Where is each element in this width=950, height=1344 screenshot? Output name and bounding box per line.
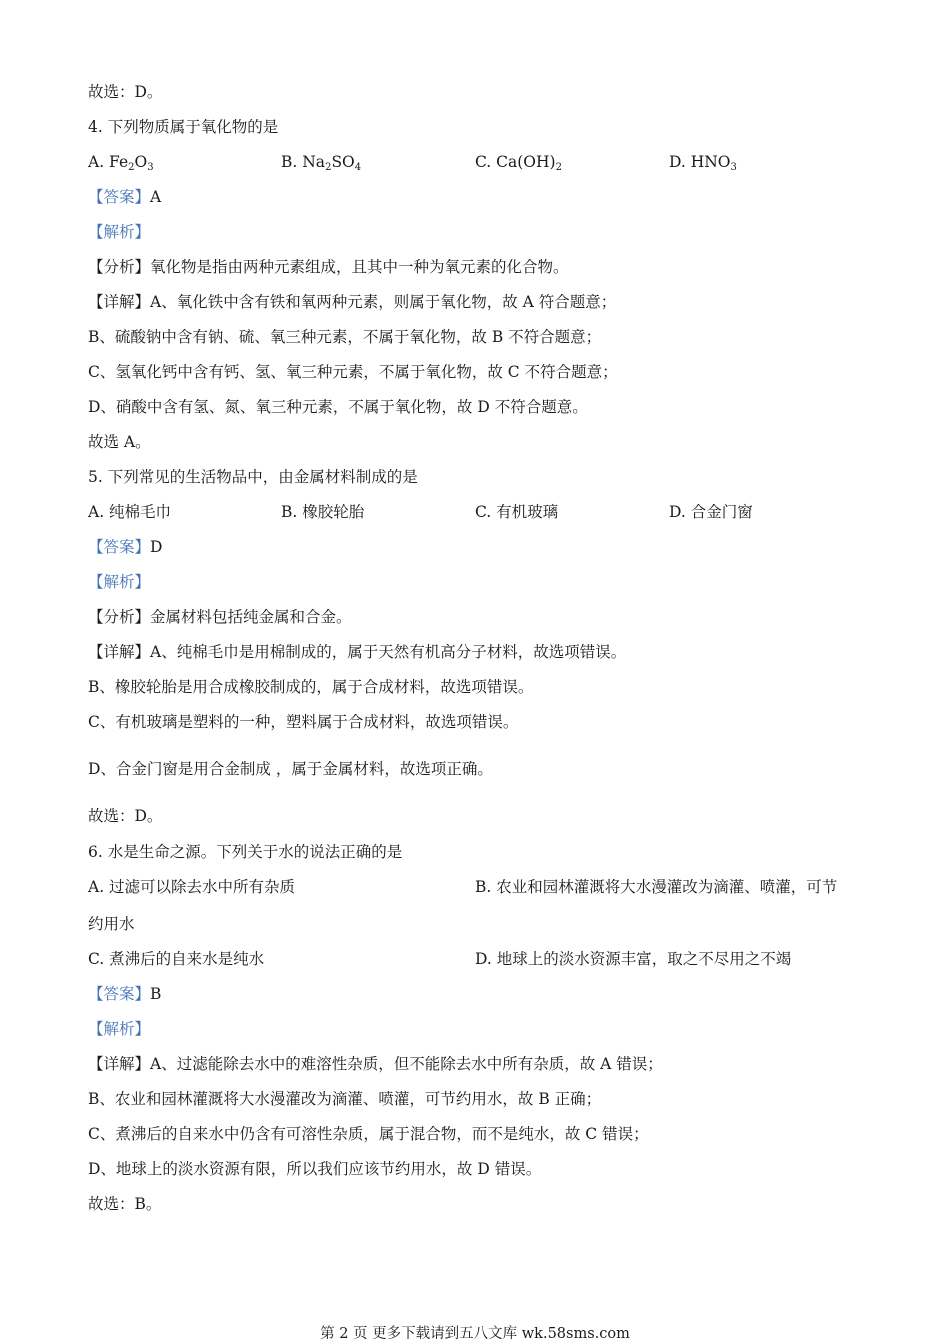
q6-option-a: A. 过滤可以除去水中所有杂质 [88, 878, 296, 896]
q6-stem: 6. 水是生命之源。下列关于水的说法正确的是 [88, 843, 403, 861]
q5-stem: 5. 下列常见的生活物品中，由金属材料制成的是 [88, 468, 418, 486]
q6-detail-d: D、地球上的淡水资源有限，所以我们应该节约用水，故 D 错误。 [88, 1160, 542, 1178]
q5-conclusion: 故选：D。 [88, 807, 163, 825]
q5-option-d: D. 合金门窗 [669, 503, 753, 521]
answer-tag: 【答案】 [88, 985, 151, 1003]
q6-option-d: D. 地球上的淡水资源丰富，取之不尽用之不竭 [475, 950, 792, 968]
q4-analysis-tag: 【解析】 [88, 223, 151, 241]
q5-detail-c: C、有机玻璃是塑料的一种，塑料属于合成材料，故选项错误。 [88, 713, 519, 731]
q5-detail-b: B、橡胶轮胎是用合成橡胶制成的，属于合成材料，故选项错误。 [88, 678, 534, 696]
q4-detail-a: 【详解】A、氧化铁中含有铁和氧两种元素，则属于氧化物，故 A 符合题意； [88, 293, 617, 311]
q5-analysis-tag: 【解析】 [88, 573, 151, 591]
q4-answer: 【答案】A [88, 188, 162, 206]
q6-detail-c: C、煮沸后的自来水中仍含有可溶性杂质，属于混合物，而不是纯水，故 C 错误； [88, 1125, 649, 1143]
q4-option-a: A. $Fe_2O_3$ [88, 153, 154, 173]
page-footer: 第 2 页 更多下载请到五八文库 wk.58sms.com [320, 1326, 630, 1342]
q6-option-c: C. 煮沸后的自来水是纯水 [88, 950, 265, 968]
q6-option-b-cont: 约用水 [88, 915, 135, 933]
q5-option-c: C. 有机玻璃 [475, 503, 559, 521]
q6-option-b: B. 农业和园林灌溉将大水漫灌改为滴灌、喷灌，可节 [475, 878, 838, 896]
q5-detail-d: D、合金门窗是用合金制成 ，属于金属材料，故选项正确。 [88, 760, 493, 778]
q6-detail-a: 【详解】A、过滤能除去水中的难溶性杂质，但不能除去水中所有杂质，故 A 错误； [88, 1055, 663, 1073]
answer-tag: 【答案】 [88, 188, 151, 206]
prev-answer: 故选：D。 [88, 83, 163, 101]
q4-detail-c: C、氢氧化钙中含有钙、氢、氧三种元素，不属于氧化物，故 C 不符合题意； [88, 363, 618, 381]
q6-answer: 【答案】B [88, 985, 162, 1003]
q6-conclusion: 故选：B。 [88, 1195, 162, 1213]
q4-option-d: D. $HNO_3$ [669, 153, 737, 173]
q5-fenxi: 【分析】金属材料包括纯金属和合金。 [88, 608, 352, 626]
q4-option-b: B. $Na_2SO_4$ [281, 153, 362, 173]
q5-option-b: B. 橡胶轮胎 [281, 503, 365, 521]
q5-option-a: A. 纯棉毛巾 [88, 503, 172, 521]
q5-detail-a: 【详解】A、纯棉毛巾是用棉制成的，属于天然有机高分子材料，故选项错误。 [88, 643, 627, 661]
q6-detail-b: B、农业和园林灌溉将大水漫灌改为滴灌、喷灌，可节约用水，故 B 正确； [88, 1090, 602, 1108]
q6-analysis-tag: 【解析】 [88, 1020, 151, 1038]
q4-fenxi: 【分析】氧化物是指由两种元素组成，且其中一种为氧元素的化合物。 [88, 258, 569, 276]
q4-stem: 4. 下列物质属于氧化物的是 [88, 118, 279, 136]
q4-detail-b: B、硫酸钠中含有钠、硫、氧三种元素，不属于氧化物，故 B 不符合题意； [88, 328, 602, 346]
q4-detail-d: D、硝酸中含有氢、氮、氧三种元素，不属于氧化物，故 D 不符合题意。 [88, 398, 588, 416]
q4-conclusion: 故选 A。 [88, 433, 151, 451]
q5-answer: 【答案】D [88, 538, 163, 556]
q4-option-c: C. $Ca(OH)_2$ [475, 153, 562, 173]
answer-tag: 【答案】 [88, 538, 151, 556]
